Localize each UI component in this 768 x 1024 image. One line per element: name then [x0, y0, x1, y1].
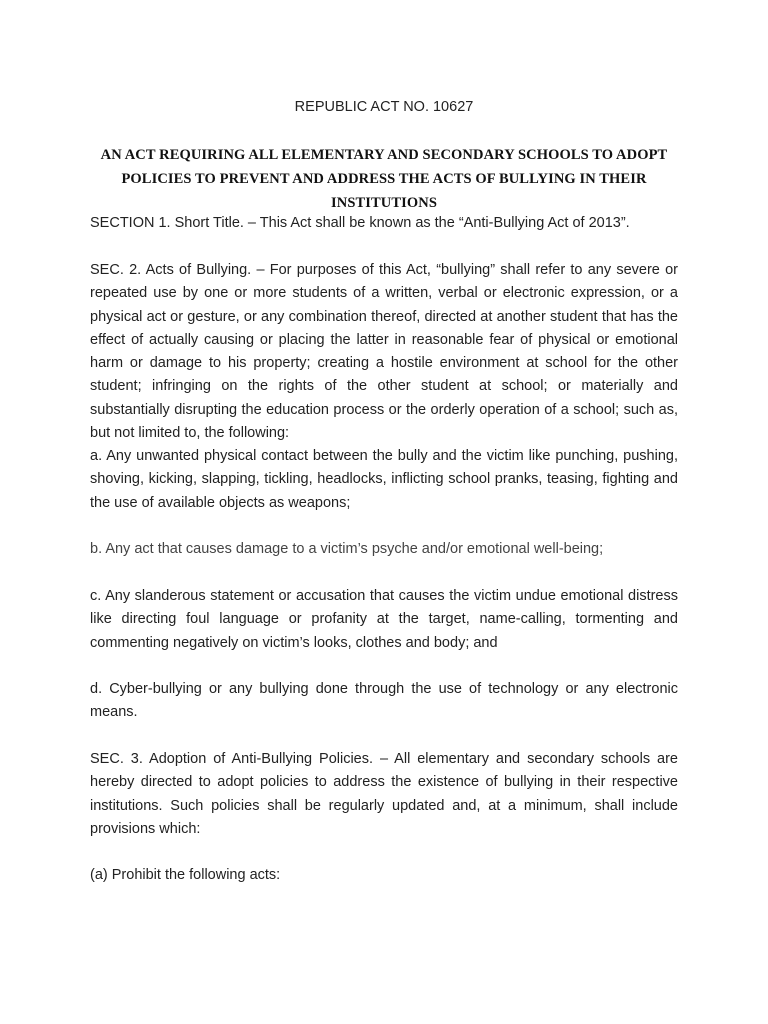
- section-3-adoption-of-policies: SEC. 3. Adoption of Anti-Bullying Policies. – All elementary and secondary schools are hereby directed to adopt policies to address the existence of bullying in their respective institutions. Such policies shall be regularly updated and, at a minimum, shall include provisions which:: [90, 751, 678, 837]
- section-2-item-d: d. Cyber-bullying or any bullying done through the use of technology or any electronic means.: [90, 681, 678, 721]
- document-heading: REPUBLIC ACT NO. 10627: [294, 99, 474, 115]
- section-2-item-a: a. Any unwanted physical contact between the bully and the victim like punching, pushing, shoving, kicking, slapping, tickling, headlocks, inflicting school pranks, teasing, fighting and the use of available objects as weapons;: [90, 448, 678, 511]
- section-1-short-title: SECTION 1. Short Title. – This Act shall be known as the “Anti-Bullying Act of 2013”.: [90, 215, 630, 231]
- section-3-item-a-prohibit: (a) Prohibit the following acts:: [90, 867, 281, 883]
- section-2-item-c: c. Any slanderous statement or accusation that causes the victim undue emotional distress like directing foul language or profanity at the target, name-calling, tormenting and commenting negatively on victim’s looks, clothes and body; and: [90, 588, 678, 651]
- section-2-item-b: b. Any act that causes damage to a victim’s psyche and/or emotional well-being;: [90, 541, 604, 557]
- act-title: AN ACT REQUIRING ALL ELEMENTARY AND SECONDARY SCHOOLS TO ADOPT POLICIES TO PREVENT AND ADDRESS THE ACTS OF BULLYING IN THEIR INSTITUTIONS: [100, 147, 668, 211]
- section-2-acts-of-bullying: SEC. 2. Acts of Bullying. – For purposes of this Act, “bullying” shall refer to any severe or repeated use by one or more students of a written, verbal or electronic expression, or a physical act or gesture, or any combination thereof, directed at another student that has the effect of actually causing or placing the latter in reasonable fear of physical or emotional harm or damage to his property; creating a hostile environment at school for the other student; infringing on the rights of the other student at school; or materially and substantially disrupting the education process or the orderly operation of a school; such as, but not limited to, the following:: [90, 262, 678, 442]
